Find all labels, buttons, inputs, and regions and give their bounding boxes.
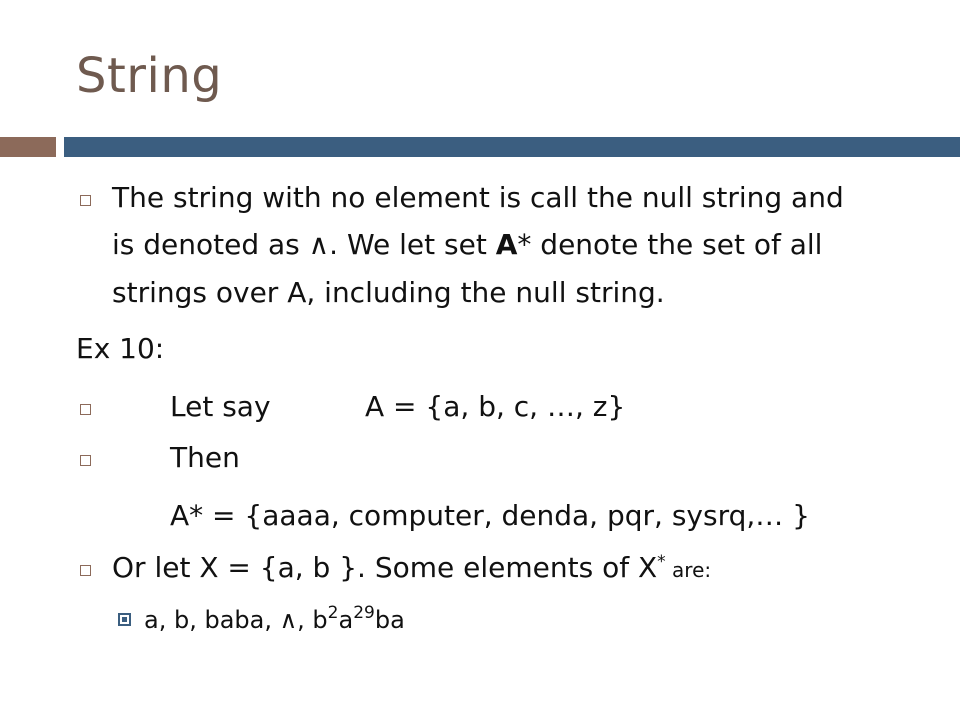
- example-label: Ex 10:: [76, 332, 165, 365]
- set-a-bold: A: [495, 228, 518, 261]
- or-let-x-text: Or let X = {a, b }. Some elements of X: [112, 551, 658, 584]
- or-let-x-line: [112, 547, 960, 591]
- sub-bullet-text-3: ba: [374, 606, 405, 634]
- kleene-star: *: [657, 552, 666, 572]
- sub-exponent-1: 2: [327, 603, 339, 623]
- sub-bullet-text-1: a, b, baba, ∧, b: [144, 606, 328, 634]
- bullet-box-icon: [80, 455, 91, 466]
- bullet-box-icon: [80, 404, 91, 415]
- a-star-definition: A* = {aaaa, computer, denda, pqr, sysrq,… }: [170, 499, 810, 532]
- sub-exponent-2: 29: [353, 603, 375, 623]
- set-a-definition: A = {a, b, c, …, z}: [365, 390, 626, 423]
- sub-bullet-icon: [118, 613, 131, 626]
- bullet-text-line1: The string with no element is call the null string and: [112, 181, 844, 214]
- title-bar: [64, 137, 960, 157]
- bullet-box-icon: [80, 565, 91, 576]
- are-text: are:: [665, 558, 712, 582]
- bullet-text-line3: strings over A, including the null string.: [112, 276, 665, 309]
- sub-bullet-text-2: a: [338, 606, 354, 634]
- slide-title: String: [76, 48, 223, 104]
- title-bar-accent: [0, 137, 56, 157]
- bullet-text-line2-part2: * denote the set of all: [517, 228, 823, 261]
- let-say-label: Let say: [170, 390, 271, 423]
- bullet-text-line2: [112, 224, 960, 266]
- bullet-text-line2-part1: is denoted as ∧. We let set: [112, 228, 496, 261]
- then-label: Then: [170, 441, 240, 474]
- sub-bullet-line: [144, 599, 960, 641]
- bullet-box-icon: [80, 195, 91, 206]
